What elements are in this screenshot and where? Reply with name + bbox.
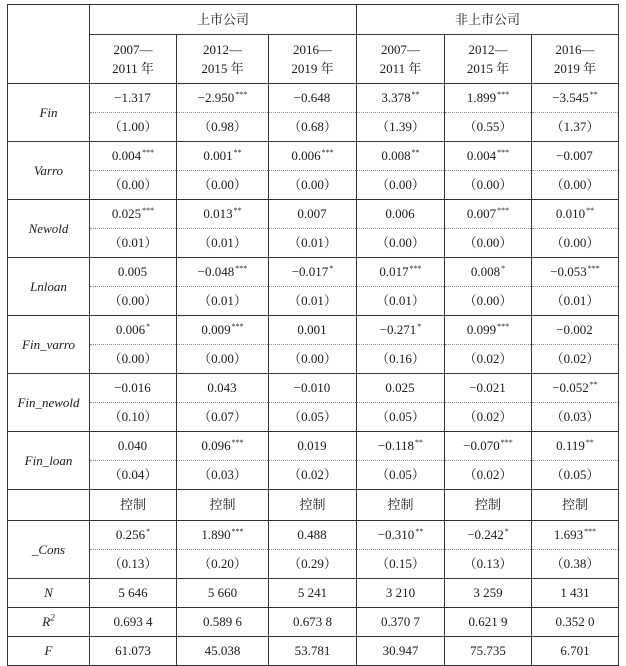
coef-value: −0.048 — [197, 264, 235, 279]
coef-value: 0.006 — [115, 322, 146, 337]
corner-cell — [8, 5, 90, 84]
se-cell: （0.00） — [90, 345, 177, 374]
stat-label: R — [42, 614, 51, 629]
controls-cell: 控制 — [445, 490, 532, 521]
se-cell: （0.05） — [357, 403, 445, 432]
period-start: 2007— — [113, 42, 153, 57]
coef-value: −0.648 — [293, 90, 331, 105]
variable-name: Lnloan — [8, 258, 90, 316]
se-cell: （0.02） — [445, 403, 532, 432]
variable-6-coef-row — [8, 432, 619, 461]
variable-1-coef-row — [8, 142, 619, 171]
variable-name: Fin_newold — [8, 374, 90, 432]
stat-name — [8, 579, 90, 608]
stat-cell: 0.352 0 — [532, 608, 619, 637]
variable-name: _Cons — [8, 521, 90, 579]
coef-value: 0.043 — [207, 380, 237, 395]
coef-cell — [532, 258, 619, 287]
coef-cell — [90, 200, 177, 229]
se-cell: （0.10） — [90, 403, 177, 432]
coef-cell — [532, 432, 619, 461]
coef-value: 0.119 — [556, 438, 585, 453]
significance-stars: * — [146, 321, 151, 331]
coef-cell — [357, 374, 445, 403]
coef-value: −0.242 — [467, 527, 504, 542]
significance-stars: *** — [587, 263, 600, 273]
se-cell: （1.37） — [532, 113, 619, 142]
coef-cell — [269, 521, 357, 550]
significance-stars: *** — [497, 147, 510, 157]
period-header-row — [8, 35, 619, 84]
coef-value: 0.005 — [117, 264, 148, 279]
significance-stars: ** — [415, 437, 424, 447]
variable-0-coef-row — [8, 84, 619, 113]
coef-cell — [532, 374, 619, 403]
stat-label: F — [44, 643, 53, 658]
period-start: 2016— — [293, 42, 332, 57]
stat-cell: 5 660 — [177, 579, 269, 608]
se-cell: （0.13） — [90, 550, 177, 579]
stat-cell: 5 646 — [90, 579, 177, 608]
coef-value: −0.002 — [556, 322, 593, 337]
coef-value: 0.006 — [291, 148, 321, 163]
coef-value: −2.950 — [197, 90, 235, 105]
significance-stars: *** — [235, 89, 248, 99]
coef-cell — [445, 521, 532, 550]
coef-cell — [357, 316, 445, 345]
coef-cell — [90, 521, 177, 550]
coef-value: 0.004 — [466, 148, 497, 163]
se-cell: （0.01） — [532, 287, 619, 316]
coef-cell — [90, 316, 177, 345]
significance-stars: ** — [233, 147, 242, 157]
coef-value: −1.317 — [114, 90, 151, 105]
coef-cell — [177, 142, 269, 171]
coef-cell — [90, 374, 177, 403]
period-end: 2019 年 — [291, 61, 334, 76]
coef-value: −0.310 — [377, 527, 415, 542]
variable-2-coef-row — [8, 200, 619, 229]
significance-stars: ** — [415, 526, 424, 536]
se-cell: （0.00） — [532, 171, 619, 200]
significance-stars: * — [417, 321, 422, 331]
variable-4-coef-row — [8, 316, 619, 345]
period-header — [532, 35, 619, 84]
coef-cell — [177, 521, 269, 550]
coef-cell — [532, 84, 619, 113]
coef-cell — [532, 142, 619, 171]
coef-cell — [90, 84, 177, 113]
variable-name: Newold — [8, 200, 90, 258]
stat-cell: 45.038 — [177, 637, 269, 666]
se-cell: （0.01） — [269, 287, 357, 316]
significance-stars: *** — [500, 437, 513, 447]
coef-value: 1.693 — [553, 527, 584, 542]
stat-row — [8, 637, 619, 666]
coef-cell — [269, 374, 357, 403]
group-header-unlisted: 非上市公司 — [357, 5, 619, 35]
coef-value: 1.899 — [466, 90, 497, 105]
coef-value: 0.256 — [115, 527, 146, 542]
coef-value: 0.007 — [466, 206, 497, 221]
stat-cell: 3 259 — [445, 579, 532, 608]
variable-name: Fin_loan — [8, 432, 90, 490]
se-cell: （0.02） — [269, 461, 357, 490]
se-cell: （0.15） — [357, 550, 445, 579]
coef-cell — [269, 84, 357, 113]
variable-3-coef-row — [8, 258, 619, 287]
coef-cell — [445, 316, 532, 345]
se-cell: （0.02） — [445, 461, 532, 490]
coef-cell — [90, 258, 177, 287]
period-end: 2015 年 — [201, 61, 244, 76]
period-end: 2011 年 — [112, 61, 154, 76]
controls-row — [8, 490, 619, 521]
stat-cell: 75.735 — [445, 637, 532, 666]
stat-cell: 6.701 — [532, 637, 619, 666]
se-cell: （0.00） — [269, 171, 357, 200]
coef-cell — [357, 200, 445, 229]
significance-stars: ** — [411, 89, 420, 99]
significance-stars: *** — [231, 437, 244, 447]
se-cell: （0.07） — [177, 403, 269, 432]
coef-value: −0.007 — [556, 148, 593, 163]
se-cell: （1.00） — [90, 113, 177, 142]
coef-value: 1.890 — [201, 527, 231, 542]
significance-stars: *** — [231, 526, 244, 536]
significance-stars: *** — [584, 526, 597, 536]
coef-value: −0.053 — [550, 264, 587, 279]
controls-cell: 控制 — [269, 490, 357, 521]
period-header — [177, 35, 269, 84]
stat-cell: 0.370 7 — [357, 608, 445, 637]
se-cell: （0.04） — [90, 461, 177, 490]
se-cell: （0.02） — [532, 345, 619, 374]
period-end: 2019 年 — [553, 61, 597, 76]
variable-name: Fin_varro — [8, 316, 90, 374]
stat-cell: 53.781 — [269, 637, 357, 666]
period-header — [445, 35, 532, 84]
coef-value: 0.001 — [297, 322, 327, 337]
se-cell: （0.29） — [269, 550, 357, 579]
stat-cell: 0.621 9 — [445, 608, 532, 637]
variable-3-se-row — [8, 287, 619, 316]
coef-cell — [445, 142, 532, 171]
se-cell: （0.00） — [357, 171, 445, 200]
coef-cell — [445, 374, 532, 403]
period-start: 2007— — [381, 42, 420, 57]
regression-table — [7, 4, 619, 666]
coef-value: 0.025 — [111, 206, 142, 221]
group-header-row — [8, 5, 619, 35]
significance-stars: ** — [233, 205, 242, 215]
significance-stars: ** — [589, 379, 598, 389]
significance-stars: *** — [497, 89, 510, 99]
coef-value: 0.006 — [385, 206, 415, 221]
coef-cell — [269, 142, 357, 171]
coef-value: 0.009 — [201, 322, 231, 337]
coef-value: 0.096 — [201, 438, 231, 453]
se-cell: （0.05） — [532, 461, 619, 490]
coef-cell — [269, 316, 357, 345]
stat-cell: 0.693 4 — [90, 608, 177, 637]
coef-value: 0.008 — [470, 264, 501, 279]
coef-cell — [532, 316, 619, 345]
coef-value: −0.271 — [379, 322, 417, 337]
stat-superscript: 2 — [50, 612, 55, 623]
se-cell: （1.39） — [357, 113, 445, 142]
constant-se-row — [8, 550, 619, 579]
coef-cell — [532, 521, 619, 550]
significance-stars: ** — [411, 147, 420, 157]
coef-cell — [177, 316, 269, 345]
coef-cell — [90, 432, 177, 461]
se-cell: （0.00） — [177, 171, 269, 200]
variable-1-se-row — [8, 171, 619, 200]
significance-stars: * — [146, 526, 151, 536]
significance-stars: *** — [142, 147, 155, 157]
significance-stars: ** — [585, 437, 594, 447]
coef-cell — [445, 432, 532, 461]
coef-cell — [357, 521, 445, 550]
stat-cell: 61.073 — [90, 637, 177, 666]
significance-stars: * — [501, 263, 506, 273]
se-cell: （0.00） — [445, 229, 532, 258]
stat-cell: 1 431 — [532, 579, 619, 608]
stat-cell: 30.947 — [357, 637, 445, 666]
se-cell: （0.02） — [445, 345, 532, 374]
variable-6-se-row — [8, 461, 619, 490]
se-cell: （0.13） — [445, 550, 532, 579]
se-cell: （0.03） — [532, 403, 619, 432]
significance-stars: * — [504, 526, 509, 536]
variable-name: Fin — [8, 84, 90, 142]
se-cell: （0.05） — [357, 461, 445, 490]
coef-value: −0.017 — [291, 264, 329, 279]
significance-stars: *** — [321, 147, 334, 157]
se-cell: （0.00） — [357, 229, 445, 258]
coef-cell — [445, 84, 532, 113]
se-cell: （0.98） — [177, 113, 269, 142]
se-cell: （0.16） — [357, 345, 445, 374]
period-end: 2011 年 — [379, 61, 422, 76]
coef-cell — [269, 258, 357, 287]
se-cell: （0.01） — [177, 287, 269, 316]
table-body — [8, 5, 619, 666]
se-cell: （0.03） — [177, 461, 269, 490]
coef-cell — [177, 84, 269, 113]
period-start: 2012— — [468, 42, 508, 57]
stat-cell: 0.589 6 — [177, 608, 269, 637]
coef-value: −0.070 — [463, 438, 500, 453]
coef-cell — [177, 258, 269, 287]
coef-value: −0.118 — [377, 438, 415, 453]
stat-row — [8, 608, 619, 637]
significance-stars: *** — [231, 321, 244, 331]
controls-cell: 控制 — [90, 490, 177, 521]
variable-5-coef-row — [8, 374, 619, 403]
coef-value: 3.378 — [381, 90, 411, 105]
se-cell: （0.00） — [90, 171, 177, 200]
coef-value: 0.488 — [297, 527, 327, 542]
se-cell: （0.20） — [177, 550, 269, 579]
se-cell: （0.05） — [269, 403, 357, 432]
coef-value: −3.545 — [552, 90, 589, 105]
coef-cell — [357, 432, 445, 461]
stat-cell: 0.673 8 — [269, 608, 357, 637]
stat-name — [8, 637, 90, 666]
coef-cell — [357, 84, 445, 113]
se-cell: （0.38） — [532, 550, 619, 579]
coef-value: −0.016 — [114, 380, 151, 395]
se-cell: （0.00） — [177, 345, 269, 374]
se-cell: （0.00） — [445, 171, 532, 200]
controls-cell: 控制 — [357, 490, 445, 521]
se-cell: （0.01） — [90, 229, 177, 258]
coef-value: 0.010 — [555, 206, 586, 221]
se-cell: （0.00） — [532, 229, 619, 258]
coef-value: −0.052 — [552, 380, 589, 395]
period-start: 2012— — [203, 42, 242, 57]
se-cell: （0.55） — [445, 113, 532, 142]
coef-cell — [177, 374, 269, 403]
coef-value: −0.010 — [293, 380, 331, 395]
significance-stars: * — [329, 263, 334, 273]
stat-cell: 5 241 — [269, 579, 357, 608]
period-header — [90, 35, 177, 84]
coef-cell — [445, 258, 532, 287]
coef-value: −0.021 — [469, 380, 506, 395]
coef-value: 0.001 — [203, 148, 233, 163]
se-cell: （0.01） — [177, 229, 269, 258]
group-header-listed: 上市公司 — [90, 5, 357, 35]
constant-coef-row — [8, 521, 619, 550]
controls-cell: 控制 — [532, 490, 619, 521]
period-end: 2015 年 — [466, 61, 510, 76]
significance-stars: ** — [586, 205, 595, 215]
coef-cell — [532, 200, 619, 229]
coef-value: 0.019 — [297, 438, 327, 453]
coef-cell — [357, 142, 445, 171]
se-cell: （0.00） — [90, 287, 177, 316]
coef-cell — [357, 258, 445, 287]
variable-2-se-row — [8, 229, 619, 258]
coef-cell — [90, 142, 177, 171]
coef-value: 0.025 — [385, 380, 415, 395]
coef-value: 0.008 — [381, 148, 411, 163]
coef-value: 0.099 — [466, 322, 497, 337]
controls-cell: 控制 — [177, 490, 269, 521]
variable-name: Varro — [8, 142, 90, 200]
coef-value: 0.040 — [117, 438, 148, 453]
coef-cell — [177, 432, 269, 461]
period-header — [269, 35, 357, 84]
se-cell: （0.00） — [269, 345, 357, 374]
coef-cell — [177, 200, 269, 229]
se-cell: （0.68） — [269, 113, 357, 142]
significance-stars: *** — [235, 263, 248, 273]
se-cell: （0.01） — [357, 287, 445, 316]
coef-cell — [269, 200, 357, 229]
se-cell: （0.01） — [269, 229, 357, 258]
significance-stars: *** — [497, 321, 510, 331]
stat-label: N — [44, 585, 53, 600]
coef-cell — [445, 200, 532, 229]
significance-stars: *** — [497, 205, 510, 215]
stat-name — [8, 608, 90, 637]
significance-stars: ** — [589, 89, 598, 99]
controls-label — [8, 490, 90, 521]
stat-row — [8, 579, 619, 608]
significance-stars: *** — [142, 205, 155, 215]
period-header — [357, 35, 445, 84]
variable-5-se-row — [8, 403, 619, 432]
variable-0-se-row — [8, 113, 619, 142]
coef-cell — [269, 432, 357, 461]
coef-value: 0.007 — [297, 206, 327, 221]
variable-4-se-row — [8, 345, 619, 374]
significance-stars: *** — [409, 263, 422, 273]
coef-value: 0.004 — [111, 148, 142, 163]
se-cell: （0.00） — [445, 287, 532, 316]
period-start: 2016— — [555, 42, 595, 57]
stat-cell: 3 210 — [357, 579, 445, 608]
coef-value: 0.013 — [203, 206, 233, 221]
coef-value: 0.017 — [379, 264, 409, 279]
